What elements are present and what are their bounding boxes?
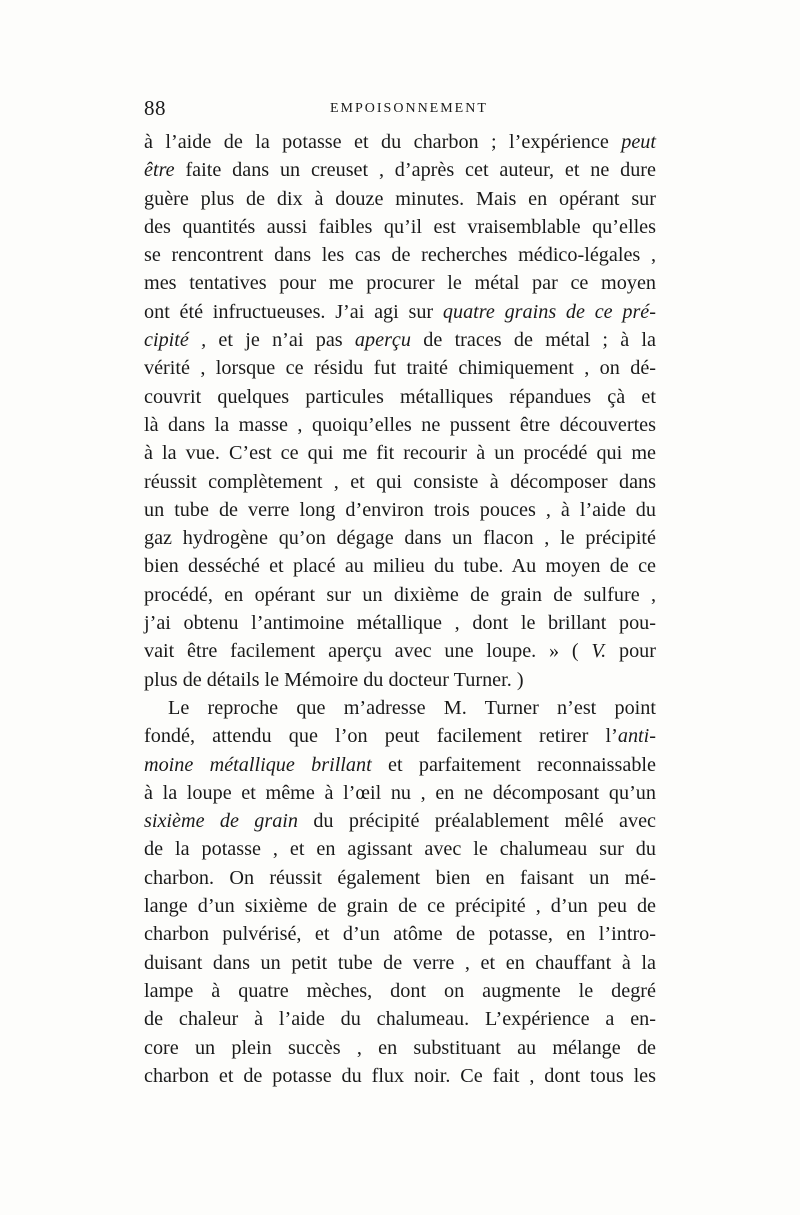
text-line — [144, 666, 656, 694]
italic-text: aperçu — [354, 329, 411, 352]
italic-text: anti- — [617, 725, 656, 748]
text-segment: pour — [606, 640, 656, 663]
text-line — [144, 977, 656, 1005]
text-segment: et parfaitement reconnaissable — [371, 753, 656, 776]
text-line — [144, 1062, 656, 1090]
text-line — [144, 1005, 656, 1033]
text-segment: et je n’ai pas — [206, 329, 355, 352]
text-line — [144, 156, 656, 184]
text-line — [144, 920, 656, 948]
text-segment: des quantités aussi faibles qu’il est vraisemblable qu’elles — [144, 215, 656, 238]
text-segment: charbon et de potasse du flux noir. Ce fait , dont tous les — [144, 1064, 656, 1087]
body-text — [144, 128, 656, 1090]
text-segment: se rencontrent dans les cas de recherches médico-légales , — [144, 244, 656, 267]
italic-text: moine métallique brillant — [144, 753, 372, 776]
text-segment: gaz hydrogène qu’on dégage dans un flacon , le précipité — [144, 527, 656, 550]
text-line — [144, 637, 656, 665]
italic-text: cipité , — [144, 329, 207, 352]
text-line — [144, 892, 656, 920]
text-segment: un tube de verre long d’environ trois pouces , à l’aide du — [144, 498, 656, 521]
text-line — [144, 779, 656, 807]
text-line — [144, 524, 656, 552]
text-line — [144, 354, 656, 382]
italic-text: peut — [621, 131, 656, 153]
text-line — [144, 128, 656, 156]
text-line — [144, 468, 656, 496]
text-segment: lampe à quatre mèches, dont on augmente le degré — [144, 979, 656, 1002]
text-segment: ont été infructueuses. J’ai agi sur — [144, 300, 443, 323]
text-segment: vérité , lorsque ce résidu fut traité chimiquement , on dé- — [144, 357, 656, 380]
text-line — [144, 722, 656, 750]
italic-text: sixième de grain — [144, 810, 298, 833]
page-number: 88 — [144, 96, 166, 120]
text-line — [144, 298, 656, 326]
text-line — [144, 609, 656, 637]
text-segment: à la vue. C’est ce qui me fit recourir à un procédé qui me — [144, 442, 656, 465]
text-segment: faite dans un creuset , d’après cet auteur, et ne dure — [174, 159, 656, 182]
text-line — [144, 383, 656, 411]
text-line — [144, 411, 656, 439]
text-line — [144, 751, 656, 779]
text-segment: core un plein succès , en substituant au mélange de — [144, 1036, 656, 1059]
running-head: EMPOISONNEMENT — [330, 101, 488, 116]
text-segment: lange d’un sixième de grain de ce précipité , d’un peu de — [144, 895, 656, 918]
text-line — [144, 241, 656, 269]
text-segment: j’ai obtenu l’antimoine métallique , dont le brillant pou- — [144, 612, 656, 635]
text-line — [144, 439, 656, 467]
italic-text: être — [144, 159, 175, 182]
text-line — [144, 949, 656, 977]
text-segment: plus de détails le Mémoire du docteur Turner. ) — [144, 668, 524, 691]
text-segment: vait être facilement aperçu avec une loupe. » ( — [144, 640, 592, 663]
text-segment: du précipité préalablement mêlé avec — [298, 810, 656, 833]
text-segment: de traces de métal ; à la — [410, 329, 656, 352]
text-line — [144, 835, 656, 863]
text-segment: Le reproche que m’adresse M. Turner n’est point — [168, 696, 656, 719]
text-line — [144, 326, 656, 354]
text-segment: là dans la masse , quoiqu’elles ne pussent être découvertes — [144, 413, 656, 436]
text-segment: de chaleur à l’aide du chalumeau. L’expérience a en- — [144, 1008, 656, 1031]
text-line — [144, 496, 656, 524]
text-segment: réussit complètement , et qui consiste à décomposer dans — [144, 470, 656, 493]
text-segment: couvrit quelques particules métalliques répandues çà et — [144, 385, 656, 408]
text-segment: duisant dans un petit tube de verre , et en chauffant à la — [144, 951, 656, 974]
text-segment: charbon. On réussit également bien en faisant un mé- — [144, 866, 656, 889]
text-segment: guère plus de dix à douze minutes. Mais en opérant sur — [144, 187, 656, 210]
text-line — [144, 269, 656, 297]
text-segment: de la potasse , et en agissant avec le chalumeau sur du — [144, 838, 656, 861]
text-segment: à la loupe et même à l’œil nu , en ne décomposant qu’un — [144, 781, 656, 804]
text-segment: bien desséché et placé au milieu du tube. Au moyen de ce — [144, 555, 656, 578]
text-segment: à l’aide de la potasse et du charbon ; l’expérience — [144, 131, 622, 153]
text-line — [144, 552, 656, 580]
text-line — [144, 694, 656, 722]
text-segment: procédé, en opérant sur un dixième de grain de sulfure , — [144, 583, 656, 606]
text-line — [144, 581, 656, 609]
text-line — [144, 807, 656, 835]
text-line — [144, 1034, 656, 1062]
italic-text: V. — [591, 640, 607, 663]
text-line — [144, 185, 656, 213]
italic-text: quatre grains de ce pré- — [442, 300, 656, 323]
text-segment: fondé, attendu que l’on peut facilement retirer l’ — [144, 725, 618, 748]
text-line — [144, 213, 656, 241]
text-segment: charbon pulvérisé, et d’un atôme de potasse, en l’intro- — [144, 923, 656, 946]
text-line — [144, 864, 656, 892]
page-header — [144, 96, 656, 124]
text-segment: mes tentatives pour me procurer le métal par ce moyen — [144, 272, 656, 295]
